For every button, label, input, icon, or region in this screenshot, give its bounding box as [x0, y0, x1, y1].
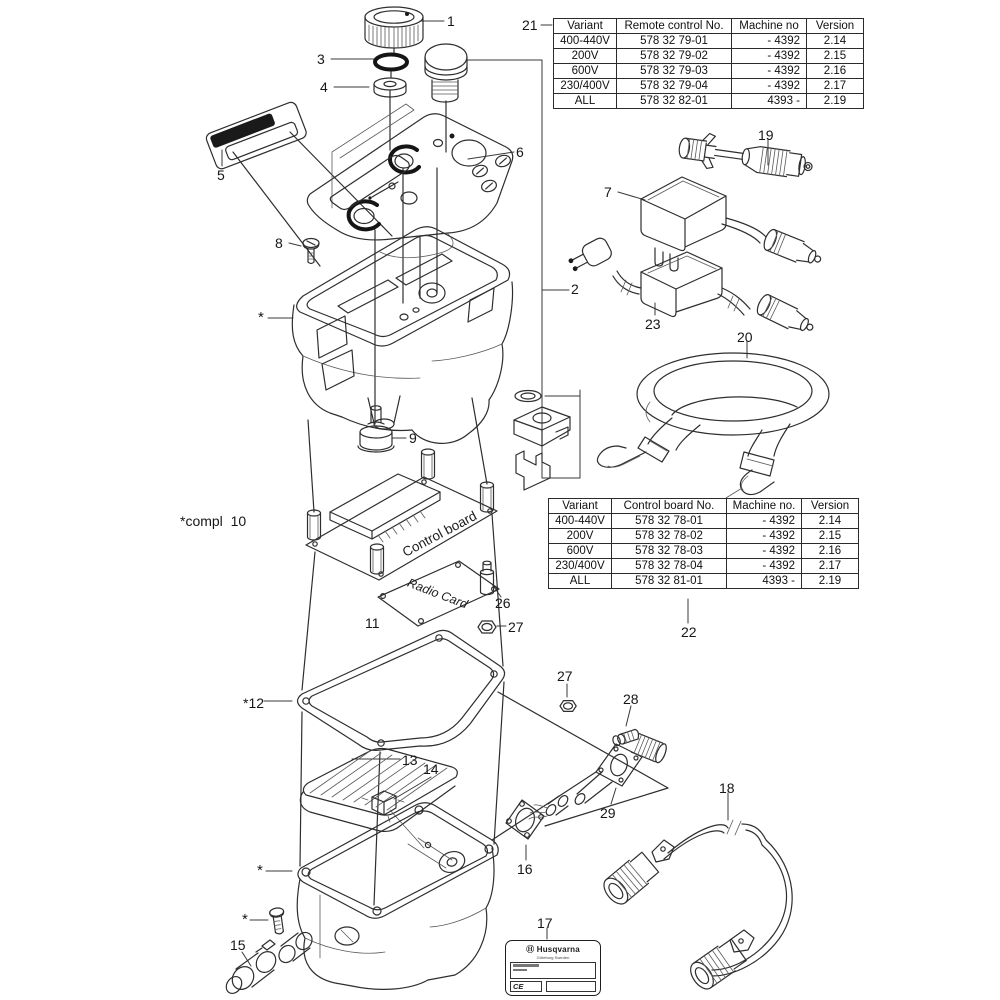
sticker-wordmark: Husqvarna [214, 119, 262, 146]
table-header: Version [807, 19, 864, 34]
table-cell: 2.16 [807, 64, 864, 79]
table-header: Machine no [732, 19, 807, 34]
plate-location: Göteborg Sweden [536, 955, 570, 960]
callout-29: 29 [600, 805, 616, 821]
table-cell: 2.14 [807, 34, 864, 49]
table-row [554, 64, 864, 79]
part-husqvarna-sticker [205, 101, 308, 171]
part-screw-bottom [269, 907, 286, 935]
remote-control-table-grid [553, 18, 864, 109]
part-screw-top [303, 239, 319, 264]
remote-control-table [553, 18, 864, 109]
part-adapter-connector [677, 127, 815, 183]
table-cell: 578 32 78-02 [612, 529, 727, 544]
table-cell: 578 32 78-04 [612, 559, 727, 574]
callout-4: 4 [320, 79, 328, 95]
plate-data-field [510, 962, 596, 979]
table-cell: - 4392 [732, 34, 807, 49]
table-cell: 2.15 [807, 49, 864, 64]
table-cell: 400-440V [554, 34, 617, 49]
callout-26: 26 [495, 595, 511, 611]
part-lower-housing [297, 803, 498, 990]
callout-5: 5 [217, 167, 225, 183]
callout-20: 20 [737, 329, 753, 345]
callout-1: 1 [447, 13, 455, 29]
table-row [549, 544, 859, 559]
table-header: Variant [549, 499, 612, 514]
table-cell: 578 32 78-03 [612, 544, 727, 559]
legend-compl-10: *compl 10 [180, 513, 247, 529]
control-board-table-grid [548, 498, 859, 589]
callout-27a: 27 [508, 619, 524, 635]
table-header: Variant [554, 19, 617, 34]
table-cell: 230/400V [549, 559, 612, 574]
table-cell: 578 32 79-02 [617, 49, 732, 64]
table-cell: ALL [554, 94, 617, 109]
callout-28: 28 [623, 691, 639, 707]
table-row [554, 34, 864, 49]
table-cell: - 4392 [732, 79, 807, 94]
table-cell: 2.19 [807, 94, 864, 109]
radio-card-text: Radio Card [405, 575, 470, 612]
part-strap [597, 353, 829, 498]
part-nut-a [478, 621, 496, 633]
callout-12: *12 [243, 695, 265, 711]
ce-mark: CE [510, 981, 542, 992]
callout-19: 19 [758, 127, 774, 143]
control-board-text: Control board [399, 508, 480, 560]
part-gasket [298, 630, 505, 750]
table-row [549, 529, 859, 544]
part-nut-b [560, 701, 576, 712]
callout-15: 15 [230, 937, 246, 953]
table-cell: 600V [554, 64, 617, 79]
table-cell: 2.17 [802, 559, 859, 574]
table-row [554, 79, 864, 94]
projection-lines [233, 48, 668, 905]
table-cell: 578 32 79-03 [617, 64, 732, 79]
table-cell: 400-440V [549, 514, 612, 529]
table-cell: 230/400V [554, 79, 617, 94]
part-control-board [306, 449, 497, 580]
table-cell: 4393 - [727, 574, 802, 589]
part-rating-plate [505, 940, 601, 996]
table-header: Control board No. [612, 499, 727, 514]
callout-13: 13 [402, 752, 418, 768]
table-cell: 2.17 [807, 79, 864, 94]
table-row [549, 574, 859, 589]
callout-6: 6 [516, 144, 524, 160]
table-header: Machine no. [727, 499, 802, 514]
table-cell: - 4392 [732, 49, 807, 64]
table-cell: - 4392 [727, 544, 802, 559]
callout-27b: 27 [557, 668, 573, 684]
table-cell: - 4392 [727, 529, 802, 544]
star-marker-housing-top: * [258, 309, 264, 326]
callout-11: 11 [365, 615, 380, 631]
table-cell: 600V [549, 544, 612, 559]
table-cell: 578 32 81-01 [612, 574, 727, 589]
part-upper-housing [292, 227, 512, 444]
table-cell: 200V [554, 49, 617, 64]
table-cell: 2.16 [802, 544, 859, 559]
callout-22: 22 [681, 624, 697, 640]
callout-8: 8 [275, 235, 283, 251]
table-cell: 200V [549, 529, 612, 544]
table-cell: - 4392 [732, 64, 807, 79]
table-row [554, 49, 864, 64]
callout-3: 3 [317, 51, 325, 67]
callout-9: 9 [409, 430, 417, 446]
plate-serial-box [546, 981, 596, 992]
callout-2: 2 [571, 281, 579, 297]
table-header: Version [802, 499, 859, 514]
callout-7: 7 [604, 184, 612, 200]
table-cell: 2.15 [802, 529, 859, 544]
table-cell: 578 32 79-01 [617, 34, 732, 49]
star-marker-housing-bottom: * [257, 862, 263, 879]
part-charger-2 [566, 236, 818, 339]
table-header: Remote control No. [617, 19, 732, 34]
star-marker-screw: * [242, 911, 248, 928]
part-knob [365, 7, 423, 48]
table-cell: - 4392 [727, 559, 802, 574]
table-cell: 578 32 79-04 [617, 79, 732, 94]
callout-23: 23 [645, 316, 661, 332]
table-cell: - 4392 [727, 514, 802, 529]
table-row [554, 94, 864, 109]
table-row [549, 514, 859, 529]
plate-brand: Ⓗ Husqvarna [526, 945, 580, 954]
callout-14: 14 [423, 761, 439, 777]
callout-16: 16 [517, 861, 533, 877]
part-charger [641, 177, 825, 271]
table-row [549, 559, 859, 574]
table-cell: 2.19 [802, 574, 859, 589]
callout-17: 17 [537, 915, 553, 931]
table-cell: 4393 - [732, 94, 807, 109]
table-cell: 578 32 78-01 [612, 514, 727, 529]
part-stop-button [425, 44, 467, 102]
part-o-ring [375, 55, 407, 70]
callout-21: 21 [522, 17, 538, 33]
part-flange-plate [506, 800, 544, 839]
husqvarna-logo-icon: Ⓗ [526, 945, 535, 954]
part-cable [599, 820, 792, 993]
control-board-table [548, 498, 859, 589]
part-switch [362, 791, 424, 848]
table-cell: ALL [549, 574, 612, 589]
table-cell: 578 32 82-01 [617, 94, 732, 109]
table-cell: 2.14 [802, 514, 859, 529]
callout-18: 18 [719, 780, 735, 796]
